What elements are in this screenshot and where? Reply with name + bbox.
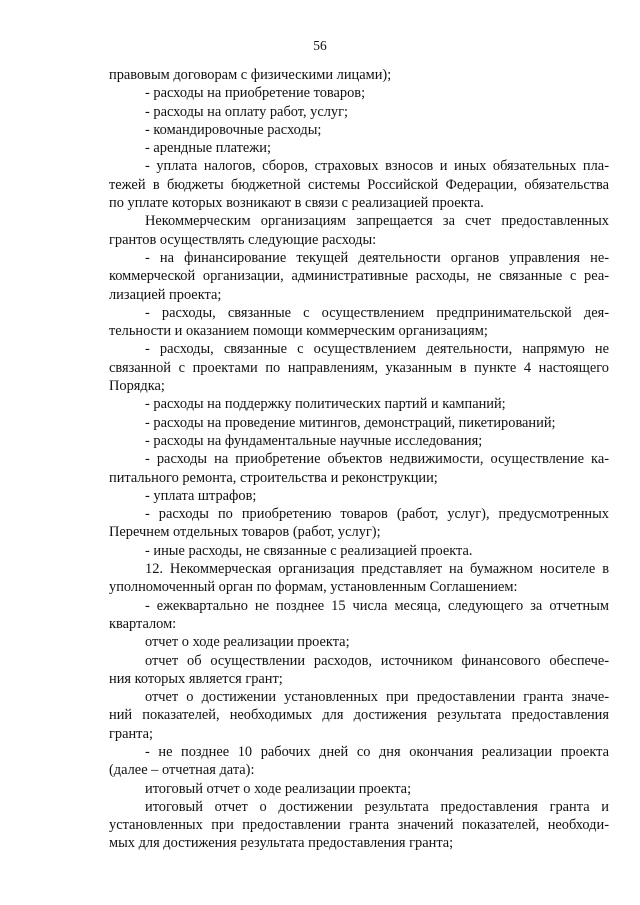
text-line: - командировочные расходы; [145, 121, 322, 138]
text-line: правовым договорам с физическими лицами); [109, 67, 392, 83]
text-line: - расходы на фундаментальные научные исследования; [145, 432, 483, 449]
text-line: - расходы, связанные с осуществлением предпринимательской дея- [145, 304, 609, 321]
text-line: - не позднее 10 рабочих дней со дня окончания реализации проекта [145, 743, 609, 760]
text-line: - расходы по приобретению товаров (работ, услуг), предусмотренных [145, 506, 609, 523]
text-line: итоговый отчет о достижении результата предоставления гранта и [145, 798, 609, 815]
text-line: ния которых является грант; [109, 670, 283, 687]
text-line: отчет о достижении установленных при предоставлении гранта значе- [145, 689, 609, 706]
text-line: ний показателей, необходимых для достижения результата предоставления [109, 707, 609, 724]
text-line: кварталом: [109, 615, 177, 632]
text-line: 12. Некоммерческая организация представляет на бумажном носителе в [145, 561, 609, 578]
page-number: 56 [313, 38, 327, 53]
text-line: питального ремонта, строительства и реконструкции; [109, 469, 438, 486]
text-line: - расходы на поддержку политических партий и кампаний; [145, 396, 506, 413]
text-line: грантов осуществлять следующие расходы: [109, 231, 377, 248]
text-line: гранта; [109, 725, 154, 742]
text-line: установленных при предоставлении гранта значений показателей, необходи- [109, 817, 609, 834]
text-line: - расходы на оплату работ, услуг; [145, 103, 349, 120]
text-line: - расходы, связанные с осуществлением деятельности, напрямую не [145, 341, 609, 358]
text-line: итоговый отчет о ходе реализации проекта; [145, 780, 412, 797]
text-line: - расходы на приобретение объектов недвижимости, осуществление ка- [145, 451, 609, 468]
text-line: отчет о ходе реализации проекта; [145, 634, 350, 651]
text-line: коммерческой организации, административные расходы, не связанные с реа- [109, 268, 609, 285]
document-body [109, 66, 609, 853]
text-line: Некоммерческим организациям запрещается за счет предоставленных [145, 213, 609, 230]
text-line: по уплате которых возникают в связи с реализацией проекта. [109, 195, 484, 212]
text-line: тежей в бюджеты бюджетной системы Российской Федерации, обязательства [109, 176, 609, 193]
text-line: мых для достижения результата предоставления гранта; [109, 835, 454, 852]
text-line: Порядка; [109, 378, 165, 395]
text-line: лизацией проекта; [109, 286, 222, 303]
text-line: уполномоченный орган по формам, установленным Соглашением: [109, 579, 518, 596]
text-line: отчет об осуществлении расходов, источником финансового обеспече- [145, 652, 609, 669]
text-line: - на финансирование текущей деятельности органов управления не- [145, 249, 609, 266]
text-line: связанной с проектами по направлениям, указанным в пункте 4 настоящего [109, 359, 609, 376]
text-line: - ежеквартально не позднее 15 числа месяца, следующего за отчетным [145, 597, 609, 614]
text-line: (далее – отчетная дата): [109, 762, 255, 779]
text-line: - расходы на приобретение товаров; [145, 85, 366, 102]
text-line: - арендные платежи; [145, 140, 271, 157]
text-line: - расходы на проведение митингов, демонстраций, пикетирований; [145, 414, 556, 431]
text-line: Перечнем отдельных товаров (работ, услуг); [109, 524, 381, 541]
text-line: - уплата штрафов; [145, 487, 257, 504]
text-line: - уплата налогов, сборов, страховых взносов и иных обязательных пла- [145, 158, 609, 175]
text-line: тельности и оказанием помощи коммерческим организациям; [109, 323, 488, 340]
text-line: - иные расходы, не связанные с реализацией проекта. [145, 542, 473, 559]
